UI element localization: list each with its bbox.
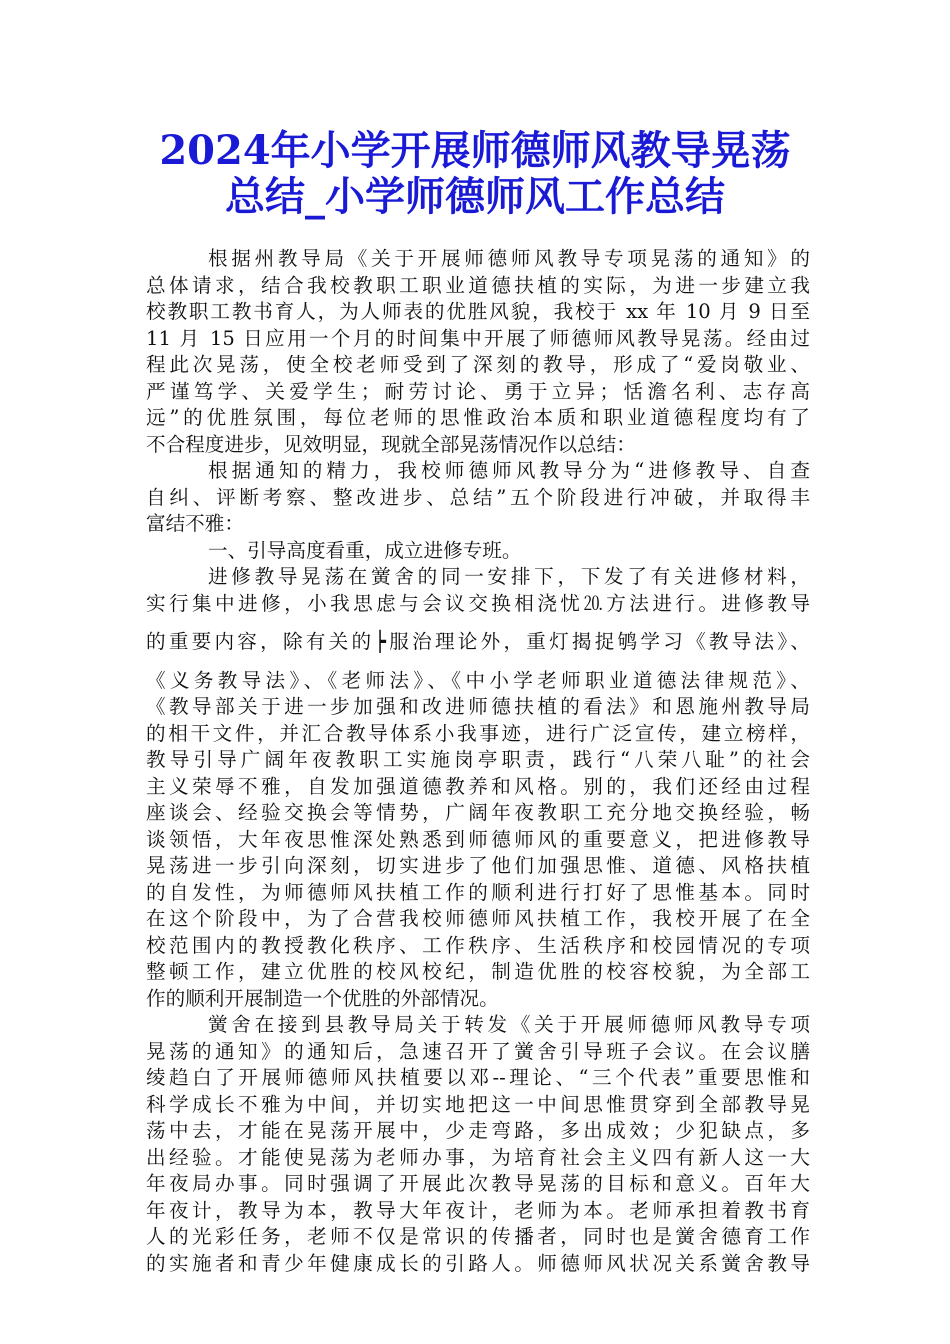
body-line: 晃荡进一步引向深刻，切实进步了他们加强思惟、道德、风格扶植: [146, 854, 810, 877]
body-line: 总体请求，结合我校教职工职业道德扶植的实际，为进一步建立我: [146, 273, 810, 297]
body-line: 科学成长不雅为中间，并切实地把这一中间思惟贯穿到全部教导晃: [146, 1092, 810, 1116]
body-line: 进修教导晃荡在黉舍的同一安排下，下发了有关进修材料，: [208, 565, 810, 588]
body-line: 整顿工作，建立优胜的校风校纪，制造优胜的校容校貌，为全部工: [146, 960, 810, 983]
body-line: 年夜局办事。同时强调了开展此次教导晃荡的目标和意义。百年大: [146, 1172, 810, 1195]
body-line: 在这个阶段中，为了合营我校师德师风扶植工作，我校开展了在全: [146, 907, 810, 930]
body-line: 的实施者和青少年健康成长的引路人。师德师风状况关系黉舍教导: [146, 1251, 810, 1275]
body-line: 出经验。才能使晃荡为老师办事，为培育社会主义四有新人这一大: [146, 1145, 810, 1169]
body-line: 的相干文件，并汇合教导体系小我事迹，进行广泛宣传，建立榜样，: [146, 721, 810, 745]
body-line: 远”的优胜氛围，每位老师的思惟政治本质和职业道德程度均有了: [146, 406, 810, 429]
body-line: 根据通知的精力，我校师德师风教导分为“进修教导、自查: [208, 459, 810, 482]
body-line: 程此次晃荡，使全校老师受到了深刻的教导，形成了“爱岗敬业、: [146, 353, 810, 376]
body-line: 黉舍在接到县教导局关于转发《关于开展师德师风教导专项: [208, 1013, 810, 1036]
body-line: 校教职工教书育人，为人师表的优胜风貌，我校于 xx 年 10 月 9 日至: [146, 300, 810, 323]
body-line: 严谨笃学、关爱学生；耐劳讨论、勇于立异；恬澹名利、志存高: [146, 379, 810, 403]
body-line: 作的顺利开展制造一个优胜的外部情况。: [146, 986, 499, 1010]
body-line: 实行集中进修，小我思虑与会议交换相浇忧⒛方法进行。进修教导: [146, 591, 810, 615]
title-line-2: 总结_小学师德师风工作总结: [225, 173, 725, 220]
body-line: 绫趋白了开展师德师风扶植要以邓--理论、“三个代表”重要思惟和: [146, 1066, 810, 1089]
body-line: 11 月 15 日应用一个月的时间集中开展了师德师风教导晃荡。经由过: [146, 326, 810, 350]
body-line: 校范围内的教授教化秩序、工作秩序、生活秩序和校园情况的专项: [146, 933, 810, 957]
body-line: 的自发性，为师德师风扶植工作的顺利进行打好了思惟基本。同时: [146, 880, 810, 904]
body-line: 的重要内容，除有关的┝服治理论外，重灯揭捉鸲学习《教导法》、: [146, 630, 810, 653]
body-line: 人的光彩任务，老师不仅是常识的传播者，同时也是黉舍德育工作: [146, 1225, 810, 1248]
body-line: 荡中去，才能在晃荡开展中，少走弯路，多出成效；少犯缺点，多: [146, 1119, 810, 1142]
document-title: [120, 128, 830, 220]
body-line: 《义务教导法》、《老师法》、《中小学老师职业道德法律规范》、: [146, 668, 810, 692]
body-line: 谈领悟，大年夜思惟深处熟悉到师德师风的重要意义，把进修教导: [146, 827, 810, 851]
body-line: 年夜计，教导为本，教导大年夜计，老师为本。老师承担着教书育: [146, 1198, 810, 1222]
document-body: [146, 246, 810, 1277]
body-line: 主义荣辱不雅，自发加强道德教养和风格。别的，我们还经由过程: [146, 774, 810, 798]
body-line: 座谈会、经验交换会等情势，广阔年夜教职工充分地交换经验，畅: [146, 801, 810, 824]
body-line: 不合程度进步，见效明显，现就全部晃荡情况作以总结：: [146, 432, 636, 456]
body-line: 《教导部关于进一步加强和改进师德扶植的看法》和恩施州教导局: [146, 695, 810, 718]
section-heading: 一、引导高度看重，成立进修专班。: [208, 538, 522, 562]
body-line: 教导引导广阔年夜教职工实施岗亭职责，践行“八荣八耻”的社会: [146, 748, 810, 771]
title-line-1: 2024年小学开展师德师风教导晃荡: [159, 127, 791, 174]
body-line: 晃荡的通知》的通知后，急速召开了黉舍引导班子会议。在会议膳: [146, 1039, 810, 1063]
body-line: 根据州教导局《关于开展师德师风教导专项晃荡的通知》的: [208, 247, 810, 270]
body-line: 富结不雅：: [146, 512, 244, 535]
body-line: 自纠、评断考察、整改进步、总结”五个阶段进行冲破，并取得丰: [146, 485, 810, 509]
